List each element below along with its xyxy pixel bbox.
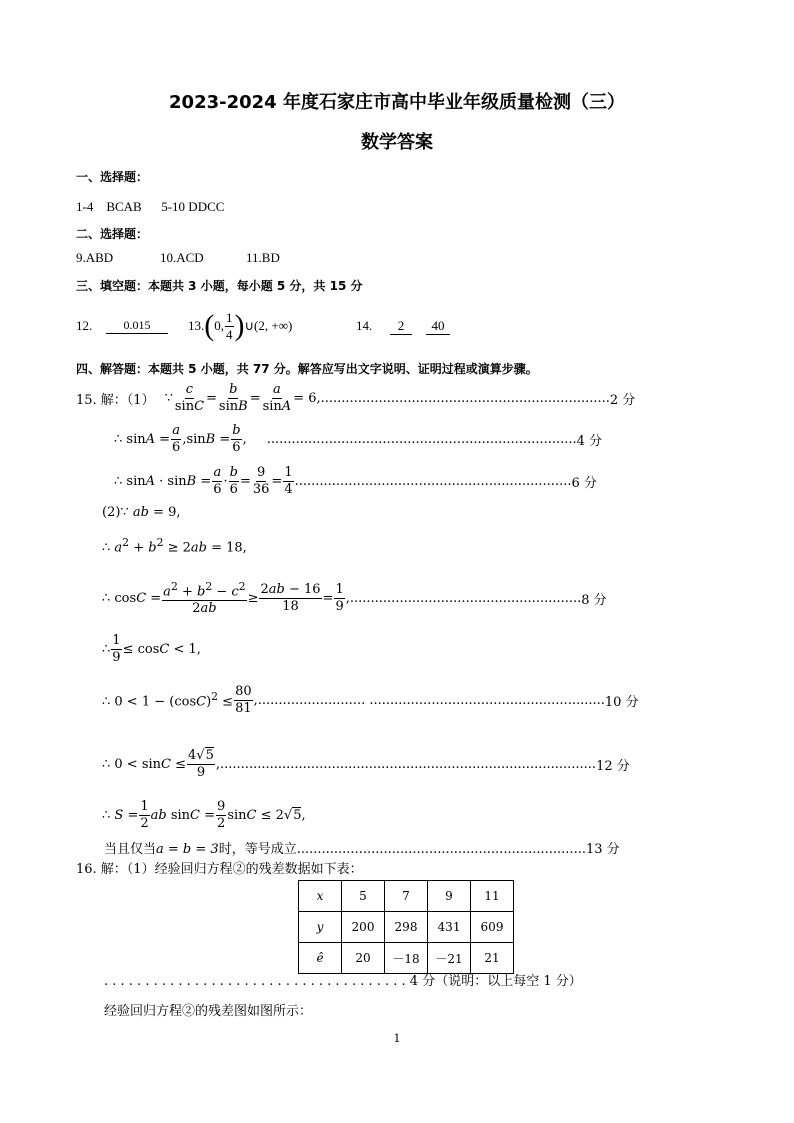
section-1-answers: 1-4 BCAB 5-10 DDCC (76, 199, 225, 214)
answer-10: 10.ACD (160, 250, 204, 265)
score-4: 4 分 (576, 433, 603, 449)
table-cell: －18 (385, 943, 428, 974)
table-cell: 7 (385, 881, 428, 912)
q15-line-1: 15. 解：（1） ∵ $\frac{c}{\sin C}$ = $\frac{b}{\sin B}$ = $\frac{a}{\sin A}$ = 6, ...................................................................... 2 分 (76, 381, 636, 414)
q14-answer-1: 2 (390, 318, 412, 335)
score-4-note: 4 分（说明：以上每空 1 分） (409, 974, 582, 989)
score-2: 2 分 (609, 392, 636, 408)
score-8: 8 分 (581, 592, 607, 608)
section-3-heading: 三、填空题：本题共 3 小题，每小题 5 分，共 15 分 (76, 279, 363, 293)
answer-11: 11.BD (246, 250, 280, 265)
q15-part2-line-6: ∴ 0 < sinC ≤ $\frac{4√5}{9}$ , ........................................................................................... 12 分 (102, 747, 630, 780)
q12-answer: 0.015 (106, 318, 168, 334)
table-row (299, 912, 514, 943)
q15-line-3: ∴ sinA · sinB = $\frac{a}{6}$ · $\frac{b}{6}$ = $\frac{9}{36}$ = $\frac{1}{4}$ ................................................................... 6 分 (114, 464, 597, 497)
section-1-heading: 一、选择题： (76, 170, 149, 184)
score-6: 6 分 (571, 475, 597, 491)
table-cell: 200 (342, 912, 385, 943)
table-row-label: ê (299, 943, 342, 974)
table-cell: 21 (471, 943, 514, 974)
q13-answer: 13. ( 0, $\frac{1}{4}$ ) ∪( 2, +∞ ) (188, 309, 293, 342)
page-subtitle: 数学答案 (361, 132, 433, 153)
table-cell: 20 (342, 943, 385, 974)
score-10: 10 分 (604, 694, 639, 710)
table-cell: 11 (471, 881, 514, 912)
answer-9: 9.ABD (76, 250, 114, 265)
q14-label: 14. (356, 318, 373, 333)
table-cell: 298 (385, 912, 428, 943)
table-cell: 5 (342, 881, 385, 912)
q12-label: 12. (76, 318, 93, 333)
page-number: 1 (393, 1032, 401, 1045)
q15-label: 15. 解：（1） (76, 392, 155, 408)
score-13: 13 分 (585, 842, 620, 857)
table-cell: 609 (471, 912, 514, 943)
residual-table (298, 880, 514, 974)
table-cell: 9 (428, 881, 471, 912)
page-title: 2023-2024 年度石家庄市高中毕业年级质量检测（三） (169, 92, 625, 113)
q15-part2-line-1: (2)∵ ab = 9, (102, 505, 181, 520)
q16-score-line: . . . . . . . . . . . . . . . . . . . . . . . . . . . . . . . . . . . . . 4 分（说明：以上每空 1 分） (104, 974, 582, 989)
q16-label: 16. 解：（1）经验回归方程②的残差数据如下表： (76, 862, 363, 877)
table-row-label: x (299, 881, 342, 912)
score-12: 12 分 (596, 758, 630, 774)
table-cell: 431 (428, 912, 471, 943)
section-4-heading: 四、解答题：本题共 5 小题，共 77 分。解答应写出文字说明、证明过程或演算步骤。 (76, 362, 538, 376)
table-row (299, 881, 514, 912)
q15-line-2: ∴ sinA = $\frac{a}{6}$ ,sinB = $\frac{b}{6}$ , ........................................................................... 4 分 (114, 422, 603, 455)
q15-part2-line-3: ∴ cosC = $\frac{a^2 + b^2 - c^2}{2ab}$ ≥ $\frac{2ab - 16}{18}$ = $\frac{1}{9}$ , ........................................................ 8 分 (102, 579, 607, 617)
q15-part2-line-2: ∴ $a^2 + b^2 \ge 2ab = 18$, (102, 536, 247, 556)
section-2-heading: 二、选择题： (76, 227, 149, 241)
residual-plot-note: 经验回归方程②的残差图如图所示： (104, 1004, 313, 1019)
q14-answer-2: 40 (426, 318, 450, 335)
table-row-label: y (299, 912, 342, 943)
q15-part2-line-4: ∴ $\frac{1}{9}$ ≤ cosC < 1, (102, 632, 201, 665)
q15-part2-line-8: 当且仅当a = b = 3时，等号成立......................................................................13 分 (104, 842, 620, 857)
q15-part2-line-7: ∴ S = $\frac{1}{2}$ ab sinC = $\frac{9}{2}$ sinC ≤ 2√5, (102, 798, 306, 831)
q15-part2-line-5: ∴ $0 < 1 - (\cos C)^2$ ≤ $\frac{80}{81}$ , .......................... ......................................................... 10 分 (102, 683, 639, 716)
table-row (299, 943, 514, 974)
table-cell: －21 (428, 943, 471, 974)
